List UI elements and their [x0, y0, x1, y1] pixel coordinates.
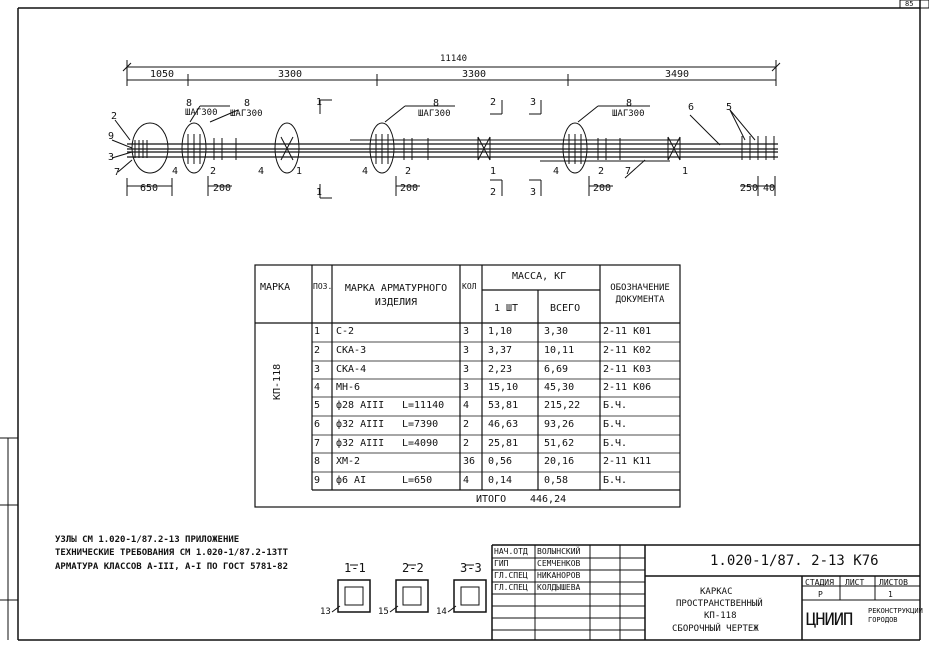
pos-mark: 6 [688, 102, 695, 113]
cell-mass-one: 53,81 [488, 400, 519, 411]
col-header-kol: КОЛ [462, 282, 477, 291]
cell-poz: 9 [314, 475, 321, 486]
pos-mark: 1 [682, 166, 689, 177]
total-length-dim: 11140 [440, 54, 468, 64]
dim-seg-4: 3490 [665, 69, 690, 80]
cell-qty: 3 [463, 364, 470, 375]
section-rebar-mark: 13 [320, 607, 331, 617]
pos-mark: 7 [625, 166, 632, 177]
col-header-marka: МАРКА [260, 282, 291, 293]
dim-250: 250 [740, 183, 759, 194]
step-label-2: ШАГ300 [230, 109, 263, 119]
sheet-value: 1 [888, 590, 893, 599]
cell-mass-all: 51,62 [544, 438, 575, 449]
dim-650: 650 [140, 183, 159, 194]
signature-role: ГЛ.СПЕЦ [494, 571, 528, 580]
group-mark: КП-118 [272, 363, 283, 400]
title-line: СБОРОЧНЫЙ ЧЕРТЕЖ [672, 624, 759, 634]
dim-seg-1: 1050 [150, 69, 175, 80]
pos-mark: 4 [362, 166, 369, 177]
signature-role: НАЧ.ОТД [494, 547, 528, 556]
dim-seg-2: 3300 [278, 69, 303, 80]
cell-doc: Б.Ч. [603, 400, 628, 411]
cell-length: L=7390 [402, 419, 439, 430]
cell-mass-all: 3,30 [544, 326, 569, 337]
pos-mark: 8 [244, 98, 251, 109]
cell-qty: 3 [463, 382, 470, 393]
cell-mass-all: 0,58 [544, 475, 569, 486]
cell-product: ф32 АIII [336, 438, 385, 449]
section-rebar-mark: 14 [436, 607, 447, 617]
section-mark: 2 [490, 187, 497, 198]
cell-mass-one: 46,63 [488, 419, 519, 430]
signature-name: КОЛДЫШЕВА [537, 583, 581, 592]
cell-doc: 2-11 К06 [603, 382, 652, 393]
pos-mark: 8 [626, 98, 633, 109]
col-header-mass: МАССА, КГ [512, 271, 567, 282]
pos-mark: 2 [111, 111, 118, 122]
col-header-doc: ОБОЗНАЧЕНИЕ ДОКУМЕНТА [610, 283, 670, 305]
section-mark: 1 [316, 187, 323, 198]
section-label: 2-2 [402, 561, 424, 575]
pos-mark: 5 [726, 102, 733, 113]
section-mark: 1 [316, 97, 323, 108]
pos-mark: 8 [433, 98, 440, 109]
note-line: УЗЛЫ СМ 1.020-1/87.2-13 ПРИЛОЖЕНИЕ [55, 535, 240, 545]
signature-name: СЕМЧЕНКОВ [537, 559, 581, 568]
org-logo: ЦНИИП [806, 610, 853, 630]
cell-doc: 2-11 К11 [603, 456, 652, 467]
cell-poz: 4 [314, 382, 321, 393]
cell-product: ф32 АIII [336, 419, 385, 430]
pos-mark: 2 [598, 166, 605, 177]
total-value: 446,24 [530, 494, 567, 505]
sheets-header: ЛИСТОВ [879, 578, 908, 587]
cell-mass-one: 0,14 [488, 475, 513, 486]
cell-product: ХМ-2 [336, 456, 361, 467]
cell-qty: 3 [463, 345, 470, 356]
pos-mark: 1 [490, 166, 497, 177]
cell-product: С-2 [336, 326, 355, 337]
cell-doc: Б.Ч. [603, 475, 628, 486]
pos-mark: 7 [114, 167, 121, 178]
cell-doc: Б.Ч. [603, 419, 628, 430]
document-code: 1.020-1/87. 2-13 К76 [710, 553, 879, 569]
section-mark: 3 [530, 187, 537, 198]
section-mark: 3 [530, 97, 537, 108]
cell-qty: 3 [463, 326, 470, 337]
cell-poz: 7 [314, 438, 321, 449]
cell-mass-one: 0,56 [488, 456, 513, 467]
cell-mass-all: 20,16 [544, 456, 575, 467]
stage-value: Р [818, 590, 823, 599]
cell-product: СКА-4 [336, 364, 367, 375]
cell-poz: 8 [314, 456, 321, 467]
cell-doc: Б.Ч. [603, 438, 628, 449]
cell-doc: 2-11 К02 [603, 345, 652, 356]
pos-mark: 3 [108, 152, 115, 163]
step-label-4: ШАГ300 [612, 109, 645, 119]
title-line: КАРКАС [700, 587, 733, 597]
cell-mass-all: 45,30 [544, 382, 575, 393]
cell-length: L=11140 [402, 400, 445, 411]
cell-product: ф6 АI [336, 475, 367, 486]
pos-mark: 4 [172, 166, 179, 177]
cell-qty: 2 [463, 438, 470, 449]
cell-mass-one: 1,10 [488, 326, 513, 337]
step-label-3: ШАГ300 [418, 109, 451, 119]
cell-mass-one: 3,37 [488, 345, 513, 356]
cell-poz: 2 [314, 345, 321, 356]
section-label: 1-1 [344, 561, 366, 575]
section-label: 3-3 [460, 561, 482, 575]
cell-mass-all: 215,22 [544, 400, 581, 411]
sheet-header: ЛИСТ [845, 578, 865, 587]
dim-200-b: 200 [400, 183, 419, 194]
note-line: АРМАТУРА КЛАССОВ А-III, А-I ПО ГОСТ 5781-82 [55, 562, 288, 572]
col-header-one: 1 ШТ [494, 303, 519, 314]
cell-qty: 2 [463, 419, 470, 430]
dim-200-c: 200 [593, 183, 612, 194]
org-name: РЕКОНСТРУКЦИИ ГОРОДОВ [868, 607, 923, 625]
col-header-poz: ПОЗ. [313, 282, 333, 291]
cell-mass-all: 10,11 [544, 345, 575, 356]
cell-qty: 4 [463, 400, 470, 411]
pos-mark: 9 [108, 131, 115, 142]
stage-header: СТАДИЯ [805, 578, 834, 587]
signature-role: ГЛ.СПЕЦ [494, 583, 528, 592]
cell-length: L=4090 [402, 438, 439, 449]
cell-mass-one: 25,81 [488, 438, 519, 449]
cell-qty: 4 [463, 475, 470, 486]
col-header-product: МАРКА АРМАТУРНОГО ИЗДЕЛИЯ [344, 283, 448, 308]
step-label-1: ШАГ300 [185, 108, 218, 118]
cell-mass-all: 6,69 [544, 364, 569, 375]
section-mark: 2 [490, 97, 497, 108]
note-line: ТЕХНИЧЕСКИЕ ТРЕБОВАНИЯ СМ 1.020-1/87.2-13ТТ [55, 548, 288, 558]
title-line: КП-118 [704, 611, 737, 621]
pos-mark: 4 [553, 166, 560, 177]
cell-poz: 1 [314, 326, 321, 337]
cell-poz: 6 [314, 419, 321, 430]
dim-200-a: 200 [213, 183, 232, 194]
cell-doc: 2-11 К03 [603, 364, 652, 375]
section-rebar-mark: 15 [378, 607, 389, 617]
cell-mass-one: 2,23 [488, 364, 513, 375]
signature-role: ГИП [494, 559, 509, 568]
pos-mark: 2 [405, 166, 412, 177]
cell-product: МН-6 [336, 382, 361, 393]
cell-qty: 36 [463, 456, 476, 467]
cell-product: СКА-3 [336, 345, 367, 356]
pos-mark: 8 [186, 98, 193, 109]
cell-poz: 3 [314, 364, 321, 375]
cell-poz: 5 [314, 400, 321, 411]
dim-seg-3: 3300 [462, 69, 487, 80]
dim-40: 40 [763, 183, 776, 194]
cell-mass-all: 93,26 [544, 419, 575, 430]
total-label: ИТОГО [476, 494, 507, 505]
title-line: ПРОСТРАНСТВЕННЫЙ [676, 599, 763, 609]
pos-mark: 4 [258, 166, 265, 177]
signature-name: НИКАНОРОВ [537, 571, 581, 580]
cell-doc: 2-11 К01 [603, 326, 652, 337]
col-header-all: ВСЕГО [550, 303, 581, 314]
pos-mark: 2 [210, 166, 217, 177]
page-corner-number: 85 [905, 0, 914, 8]
pos-mark: 1 [296, 166, 303, 177]
cell-mass-one: 15,10 [488, 382, 519, 393]
cell-product: ф28 АIII [336, 400, 385, 411]
cell-length: L=650 [402, 475, 433, 486]
signature-name: ВОЛЫНСКИЙ [537, 547, 581, 556]
